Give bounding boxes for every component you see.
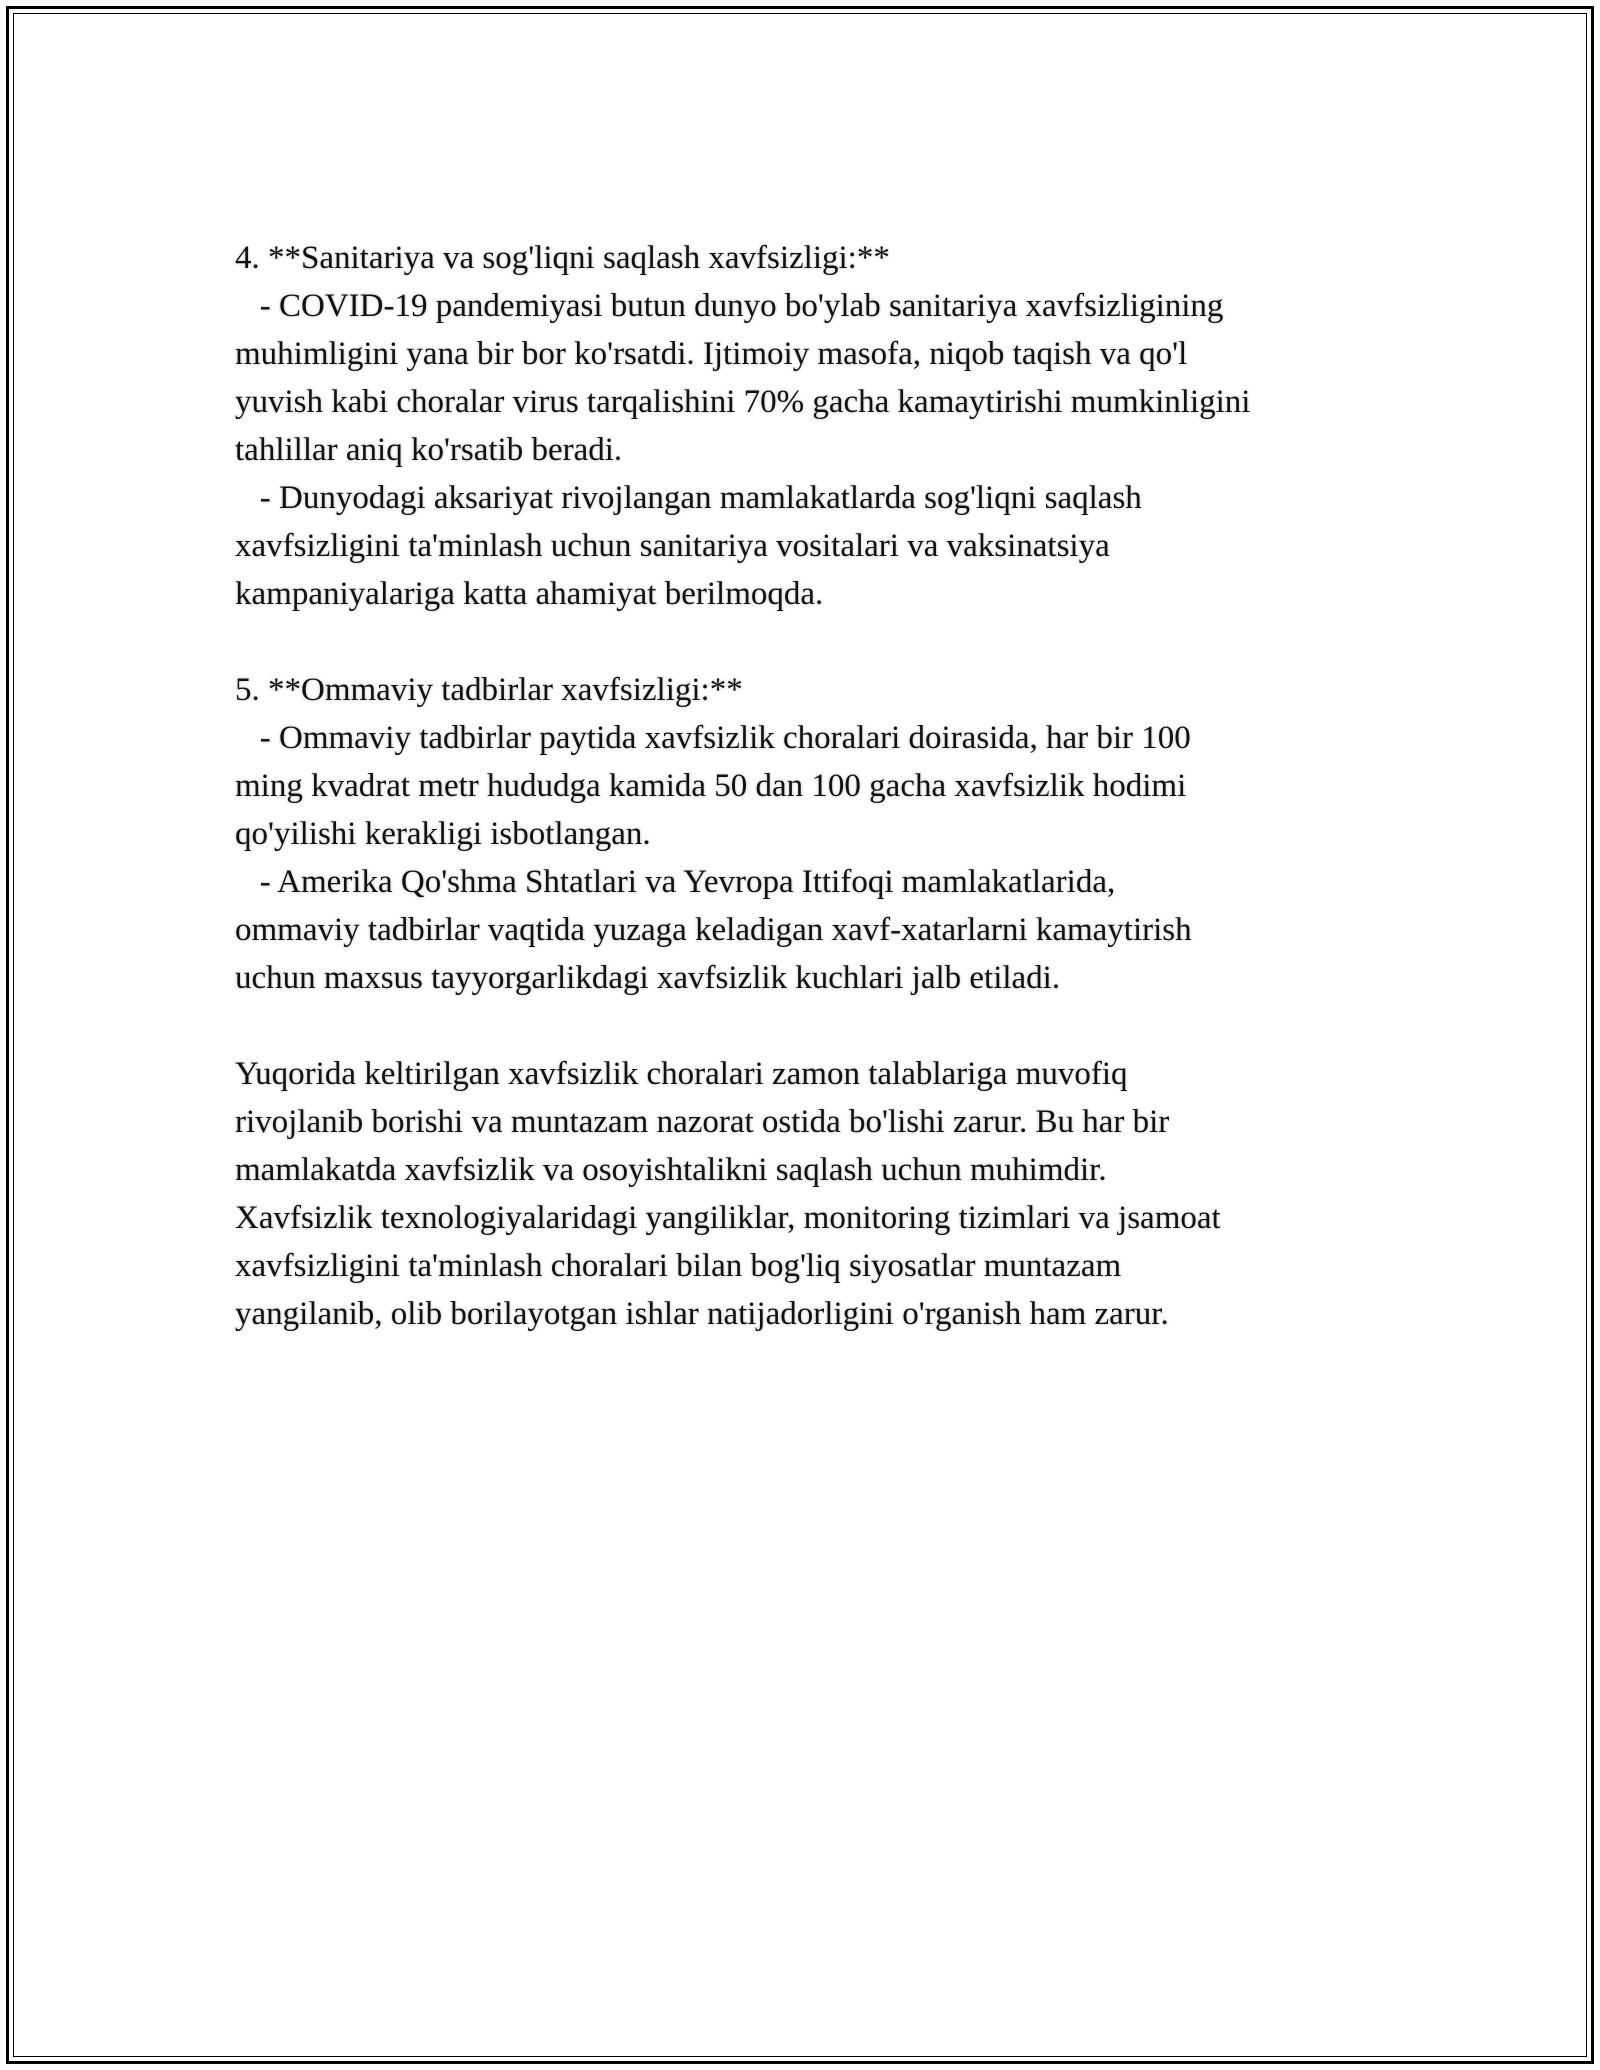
text-line: yuvish kabi choralar virus tarqalishini 70% gacha kamaytirishi mumkinligini	[235, 384, 1251, 420]
text-line: uchun maxsus tayyorgarlikdagi xavfsizlik kuchlari jalb etiladi.	[235, 960, 1061, 996]
paragraph-gap	[235, 618, 1395, 666]
text-line: xavfsizligini ta'minlash choralari bilan bog'liq siyosatlar muntazam	[235, 1248, 1122, 1284]
text-line: qo'yilishi kerakligi isbotlangan.	[235, 816, 651, 852]
conclusion-paragraph	[235, 1050, 1395, 1338]
text-line: - Dunyodagi aksariyat rivojlangan mamlakatlarda sog'liqni saqlash	[235, 480, 1142, 516]
text-line: - Amerika Qo'shma Shtatlari va Yevropa Ittifoqi mamlakatlarida,	[235, 864, 1116, 900]
section-sanitation	[235, 234, 1395, 618]
section-heading: 4. **Sanitariya va sog'liqni saqlash xavfsizligi:**	[235, 240, 890, 276]
text-line: yangilanib, olib borilayotgan ishlar natijadorligini o'rganish ham zarur.	[235, 1296, 1169, 1332]
document-body	[235, 234, 1395, 1338]
text-line: rivojlanib borishi va muntazam nazorat ostida bo'lishi zarur. Bu har bir	[235, 1104, 1170, 1140]
text-line: muhimligini yana bir bor ko'rsatdi. Ijtimoiy masofa, niqob taqish va qo'l	[235, 336, 1188, 372]
paragraph-gap	[235, 1002, 1395, 1050]
text-line: - COVID-19 pandemiyasi butun dunyo bo'ylab sanitariya xavfsizligining	[235, 288, 1224, 324]
section-public-events	[235, 666, 1395, 1002]
text-line: Yuqorida keltirilgan xavfsizlik choralari zamon talablariga muvofiq	[235, 1056, 1128, 1092]
text-line: Xavfsizlik texnologiyalaridagi yangiliklar, monitoring tizimlari va jsamoat	[235, 1200, 1221, 1236]
text-line: ommaviy tadbirlar vaqtida yuzaga keladigan xavf-xatarlarni kamaytirish	[235, 912, 1192, 948]
text-line: tahlillar aniq ko'rsatib beradi.	[235, 432, 623, 468]
text-line: mamlakatda xavfsizlik va osoyishtalikni saqlash uchun muhimdir.	[235, 1152, 1107, 1188]
text-line: xavfsizligini ta'minlash uchun sanitariya vositalari va vaksinatsiya	[235, 528, 1110, 564]
section-heading: 5. **Ommaviy tadbirlar xavfsizligi:**	[235, 672, 743, 708]
text-line: - Ommaviy tadbirlar paytida xavfsizlik choralari doirasida, har bir 100	[235, 720, 1191, 756]
text-line: kampaniyalariga katta ahamiyat berilmoqda.	[235, 576, 824, 612]
text-line: ming kvadrat metr hududga kamida 50 dan 100 gacha xavfsizlik hodimi	[235, 768, 1187, 804]
